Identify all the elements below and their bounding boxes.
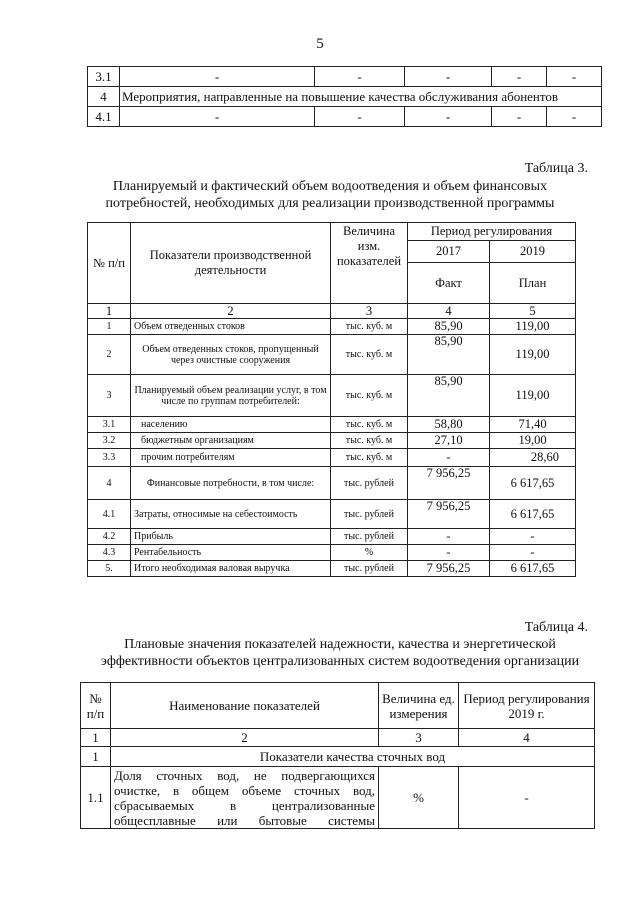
table3-caption: Таблица 3. <box>524 161 588 176</box>
table-row: 3.3 прочим потребителям тыс. куб. м - 28,60 <box>88 449 576 467</box>
table-row: 4.3 Рентабельность % - - <box>88 545 576 561</box>
table-row: 1 Объем отведенных стоков тыс. куб. м 85,90 119,00 <box>88 319 576 335</box>
header-indicator: Показатели производственной деятельности <box>131 223 331 304</box>
table-row: 4.1 - - - - - <box>88 107 602 127</box>
table-row: 3.1 - - - - - <box>88 67 602 87</box>
section-title: Показатели качества сточных вод <box>111 747 595 767</box>
section-title: Мероприятия, направленные на повышение качества обслуживания абонентов <box>120 87 602 107</box>
table3-title: Планируемый и фактический объем водоотведения и объем финансовых потребностей, необходимых для реализации производственной программы <box>105 179 555 211</box>
table3 <box>87 222 576 577</box>
table4 <box>80 682 595 829</box>
index-row: 1 2 3 4 5 <box>88 304 576 319</box>
table-row: 1.1 Доля сточных вод, не подвергающихся очистке, в общем объеме сточных вод, сбрасываемых в централизованные общесплавные или бытовые системы % - <box>81 767 595 829</box>
page-number: 5 <box>316 36 324 52</box>
header-name: Наименование показателей <box>111 683 379 729</box>
table4-caption: Таблица 4. <box>524 620 588 635</box>
header-num: № п/п <box>88 223 131 304</box>
table4-title: Плановые значения показателей надежности, качества и энергетической эффективности объектов централизованных систем водоотведения организации <box>100 637 580 669</box>
header-period: Период регулирования 2019 г. <box>459 683 595 729</box>
header-year-2019: 2019 <box>490 241 576 263</box>
table-top <box>87 66 602 127</box>
table-row: 3.1 населению тыс. куб. м 58,80 71,40 <box>88 417 576 433</box>
row-number: 3.1 <box>88 67 120 87</box>
table-row: 4.2 Прибыль тыс. рублей - - <box>88 529 576 545</box>
header-unit: Величина ед. измерения <box>379 683 459 729</box>
row-number: 4.1 <box>88 107 120 127</box>
header-period: Период регулирования <box>408 223 576 241</box>
table-row: 2 Объем отведенных стоков, пропущенный через очистные сооружения тыс. куб. м 85,90 119,00 <box>88 335 576 375</box>
header-year-2017: 2017 <box>408 241 490 263</box>
header-fact: Факт <box>408 263 490 304</box>
header-plan: План <box>490 263 576 304</box>
table-row: 4.1 Затраты, относимые на себестоимость тыс. рублей 7 956,25 6 617,65 <box>88 500 576 529</box>
table-row: 3.2 бюджетным организациям тыс. куб. м 27,10 19,00 <box>88 433 576 449</box>
section-row: 1 Показатели качества сточных вод <box>81 747 595 767</box>
table-row: 5. Итого необходимая валовая выручка тыс. рублей 7 956,25 6 617,65 <box>88 561 576 577</box>
table-row: 3 Планируемый объем реализации услуг, в том числе по группам потребителей: тыс. куб. м 85,90 119,00 <box>88 375 576 417</box>
table-row <box>88 87 602 107</box>
index-row: 1 2 3 4 <box>81 729 595 747</box>
row-number: 4 <box>88 87 120 107</box>
header-num: № п/п <box>81 683 111 729</box>
table-row: 4 Финансовые потребности, в том числе: тыс. рублей 7 956,25 6 617,65 <box>88 467 576 500</box>
header-unit: Величина изм. показателей <box>331 223 408 304</box>
